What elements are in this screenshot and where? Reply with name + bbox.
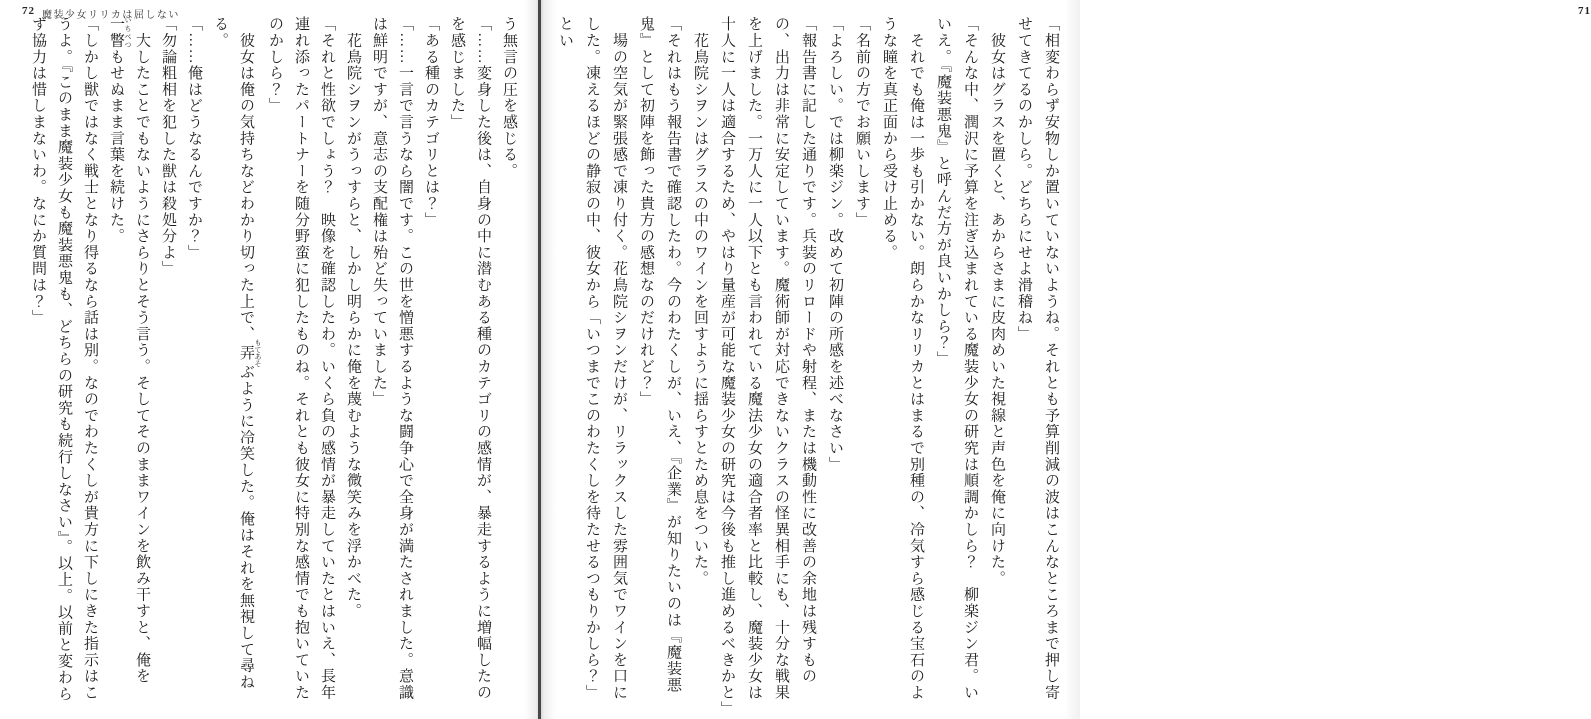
running-title: 魔装少女リリカは屈しない xyxy=(42,10,180,21)
paragraph: 「しかし獣ではなく戦士となり得るなら話は別。なのでわたくしが貴方に下しにきた指示はこうよ。『このまま魔装少女も魔装悪鬼も、どちらの研究も続行しなさい』。以上。以前と変わらず協力は惜しまないわ。なにか質問は？」 xyxy=(30,16,98,702)
paragraph: 彼女は俺の気持ちなどわかり切った上で、弄 もてあそぶように冷笑した。俺はそれを無視して尋ねる。 xyxy=(212,16,262,690)
paragraph: 「よろしい。では柳楽ジン。改めて初陣の所感を述べなさい」 xyxy=(827,16,843,473)
page-gutter-line xyxy=(538,0,541,719)
page-text-left xyxy=(14,16,522,710)
paragraph: 「名前の方でお願いします」 xyxy=(854,16,870,228)
paragraph: 花鳥院シヲンはグラスの中のワインを回すように揺らすとため息をついた。 xyxy=(692,16,708,587)
paragraph: 大したことでもないようにさらりとそう言う。そしてそのままワインを飲み干すと、俺を一瞥 いちべつもせぬまま言葉を続けた。 xyxy=(108,16,150,685)
paragraph: 「……一言で言うなら闇です。この世を憎悪するような闘争心で全身が満たされました。意識は鮮明ですが、意志の支配権は殆ど失っていました」 xyxy=(371,16,413,701)
paragraph: それでも俺は一歩も引かない。朗らかなリリカとはまるで別種の、冷気すら感じる宝石のような瞳を真正面から受け止める。 xyxy=(881,16,924,701)
paragraph: 「……俺はどうなるんですか？」 xyxy=(186,16,202,261)
paragraph: 「勿論粗相を犯した獣は殺処分よ」 xyxy=(160,16,176,277)
paragraph: 「ある種のカテゴリとは？」 xyxy=(423,16,439,228)
paragraph: 「相変わらず安物しか置いていないようね。それとも予算削減の波はこんなところまで押し寄せてきてるのかしら。どちらにせよ滑稽ね」 xyxy=(1016,16,1059,701)
paragraph: 「それと性欲でしょう？ 映像を確認したわ。いくら負の感情が暴走していたとはいえ、長年連れ添ったパートナーを随分野蛮に犯したものね。それとも彼女に特別な感情でも抱いていたのかしら？」 xyxy=(267,16,335,701)
page-number-left: 72 xyxy=(22,5,35,17)
paragraph: う無言の圧を感じる。 xyxy=(501,16,517,179)
page-number-right: 71 xyxy=(1578,5,1591,17)
paragraph: 「報告書に記した通りです。兵装のリロードや射程、または機動性に改善の余地は残すものの、出力は非常に安定しています。魔術師が対応できないクラスの怪異相手にも、十分な戦果を上げました。一万人に一人以下とも言われている魔法少女の適合者率と比較し、魔装少女は十人に一人は適合するため、やはり量産が可能な魔装少女の研究は今後も推し進めるべきかと」 xyxy=(719,16,816,717)
paragraph: 「それはもう報告書で確認したわ。今のわたくしが、いえ、『企業』が知りたいのは『魔装悪鬼』として初陣を飾った貴方の感想なのだけれど？」 xyxy=(638,16,681,694)
paragraph: 「そんな中、潤沢に予算を注ぎ込まれている魔装少女の研究は順調かしら？ 柳楽ジン君。いいえ。『魔装悪鬼』と呼んだ方が良いかしら？」 xyxy=(935,16,978,701)
paragraph: 花鳥院シヲンがうっすらと、しかし明らかに俺を蔑むような微笑みを浮かべた。 xyxy=(345,16,361,620)
paragraph: 「……変身した後は、自身の中に潜むある種のカテゴリの感情が、暴走するように増幅したのを感じました」 xyxy=(449,16,491,701)
paragraph: 場の空気が緊張感で凍り付く。花鳥院シヲンだけが、リラックスした雰囲気でワインを口にした。凍えるほどの静寂の中、彼女から「いつまでこのわたくしを待たせるつもりかしら？」とい xyxy=(557,16,627,701)
paragraph: 彼女はグラスを置くと、あからさまに皮肉めいた視線と声色を俺に向けた。 xyxy=(989,16,1005,587)
page-text-right xyxy=(557,16,1064,717)
